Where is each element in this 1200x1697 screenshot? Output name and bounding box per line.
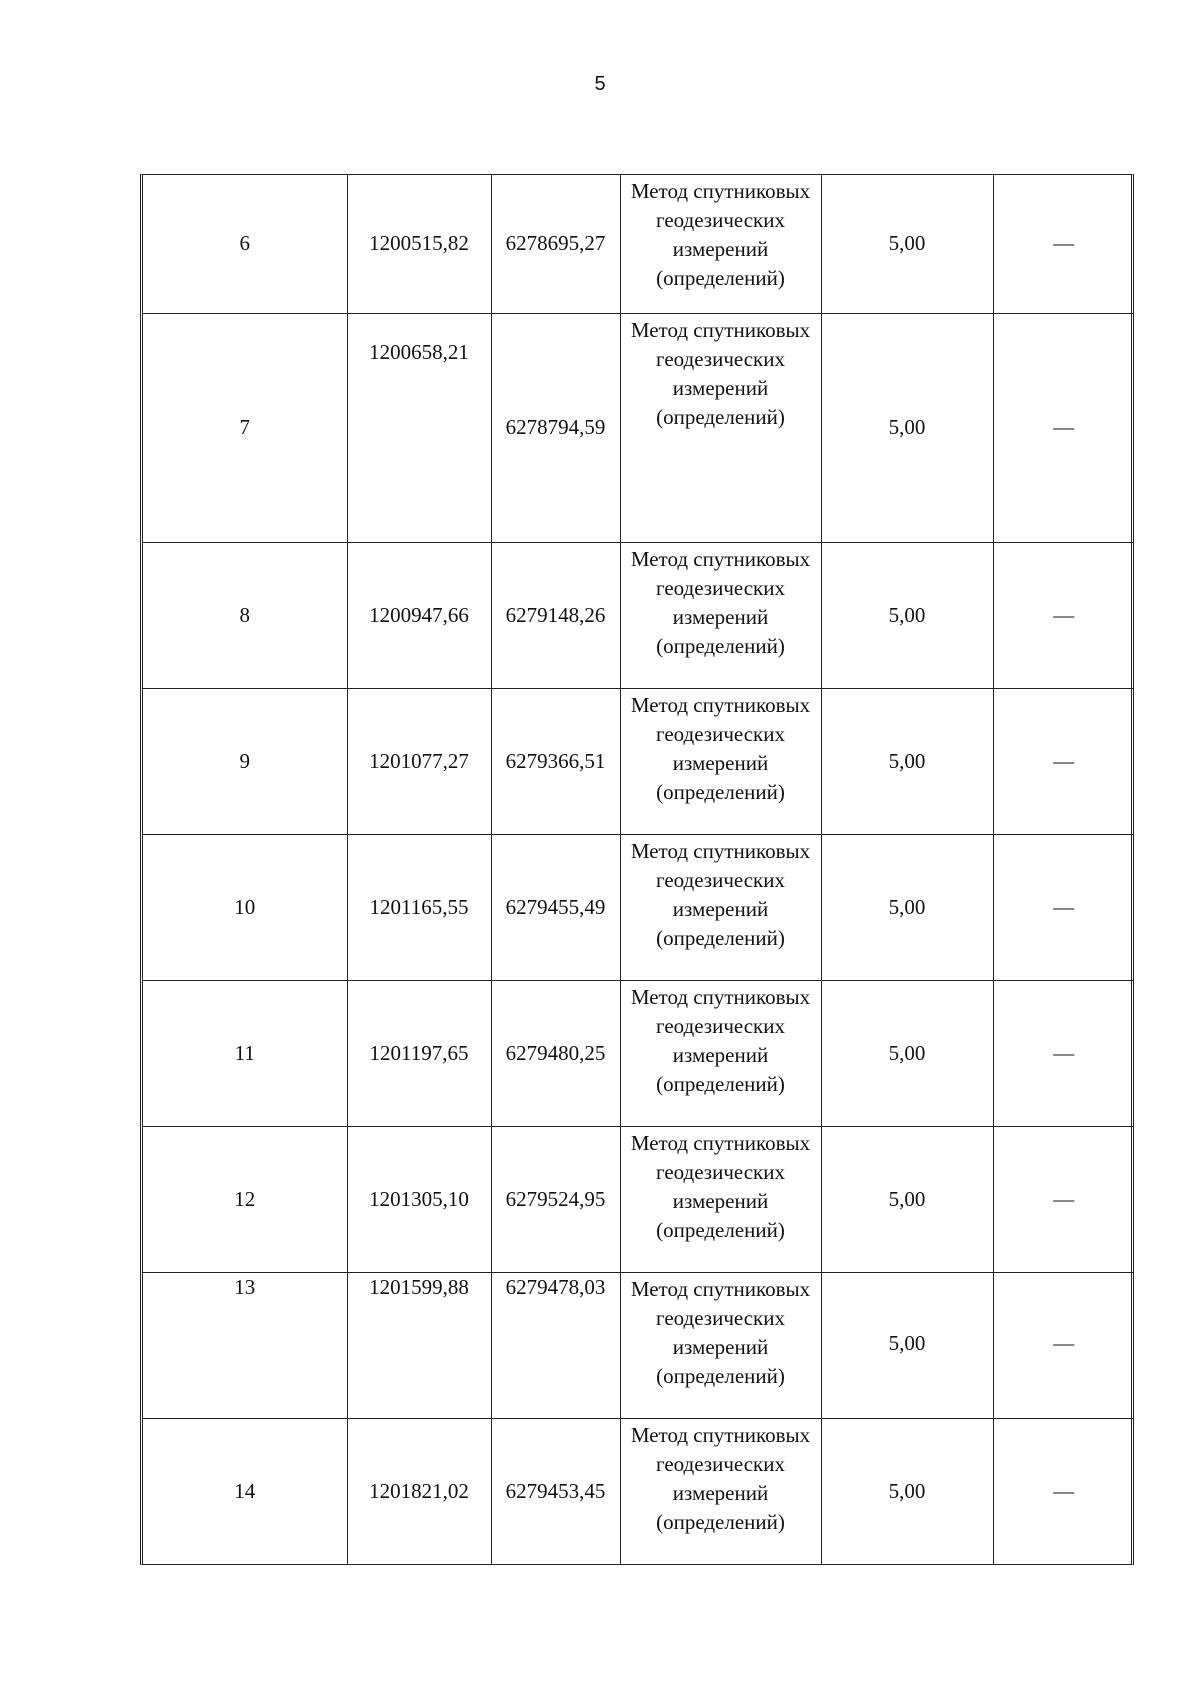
method-text: [625, 689, 817, 807]
x-coordinate-cell-text: 1201165,55: [369, 894, 469, 919]
method-text: [625, 1127, 817, 1245]
method-line: Метод спутниковых: [630, 1276, 811, 1301]
x-coordinate-cell: [347, 1272, 491, 1418]
point-number-cell: [143, 313, 347, 542]
dash-text: —: [1053, 894, 1075, 919]
method-line: геодезических: [655, 575, 785, 600]
accuracy-cell-text: 5,00: [888, 1040, 926, 1065]
x-coordinate-cell: [347, 980, 491, 1126]
x-coordinate-cell: [347, 175, 491, 313]
point-number-cell: [143, 542, 347, 688]
x-coordinate-cell: [347, 1126, 491, 1272]
accuracy-cell: [821, 688, 993, 834]
method-line: измерений: [672, 604, 769, 629]
method-text: [625, 1419, 817, 1537]
table-row: [143, 1272, 1134, 1418]
point-number-cell: [143, 1272, 347, 1418]
table-row: [143, 1126, 1134, 1272]
method-cell: [620, 1272, 821, 1418]
accuracy-cell-text: 5,00: [888, 415, 926, 439]
x-coordinate-cell: [347, 834, 491, 980]
method-cell: [620, 834, 821, 980]
table-row: [143, 1418, 1134, 1564]
method-text: [625, 835, 817, 953]
note-cell: [993, 1126, 1134, 1272]
method-line: (определений): [656, 1217, 785, 1242]
accuracy-cell-text: 5,00: [888, 1478, 926, 1503]
point-number-cell-text: 6: [239, 231, 250, 256]
method-line: Метод спутниковых: [630, 692, 811, 717]
table-row: [143, 688, 1134, 834]
table-row: [143, 980, 1134, 1126]
point-number-cell: [143, 1418, 347, 1564]
accuracy-cell-text: 5,00: [888, 602, 926, 627]
accuracy-cell-text: 5,00: [888, 1330, 926, 1355]
y-coordinate-cell-text: 6279366,51: [505, 748, 606, 773]
method-cell: [620, 688, 821, 834]
dash-text: —: [1053, 602, 1075, 627]
method-line: (определений): [656, 1071, 785, 1096]
note-cell: [993, 980, 1134, 1126]
note-cell: [993, 1418, 1134, 1564]
x-coordinate-cell-text: 1201077,27: [369, 748, 469, 773]
x-coordinate-cell-text: 1201305,10: [369, 1186, 469, 1211]
point-number-cell: [143, 688, 347, 834]
table-row: [143, 313, 1134, 542]
x-coordinate-cell: [347, 688, 491, 834]
point-number-cell-text: 13: [234, 1274, 256, 1299]
accuracy-cell: [821, 1272, 993, 1418]
point-number-cell: [143, 834, 347, 980]
method-text: [625, 543, 817, 661]
y-coordinate-cell: [491, 313, 620, 542]
method-cell: [620, 175, 821, 313]
y-coordinate-cell: [491, 1418, 620, 1564]
point-number-cell-text: 11: [234, 1040, 255, 1065]
method-text: [625, 314, 817, 432]
method-cell: [620, 1418, 821, 1564]
note-cell: [993, 313, 1134, 542]
dash-text: —: [1053, 1330, 1075, 1355]
y-coordinate-cell-text: 6279480,25: [505, 1040, 606, 1065]
y-coordinate-cell: [491, 834, 620, 980]
note-cell: [993, 834, 1134, 980]
y-coordinate-cell-text: 6279524,95: [505, 1186, 606, 1211]
method-line: геодезических: [655, 1305, 785, 1330]
dash-text: —: [1053, 231, 1075, 256]
method-line: измерений: [672, 896, 769, 921]
x-coordinate-cell-text: 1200658,21: [369, 339, 469, 364]
y-coordinate-cell-text: 6278794,59: [505, 415, 606, 439]
x-coordinate-cell-text: 1201821,02: [369, 1478, 469, 1503]
method-line: (определений): [656, 1509, 785, 1534]
accuracy-cell-text: 5,00: [888, 748, 926, 773]
y-coordinate-cell-text: 6279478,03: [505, 1274, 606, 1299]
y-coordinate-cell: [491, 1272, 620, 1418]
y-coordinate-cell-text: 6279453,45: [505, 1478, 606, 1503]
page-number: 5: [594, 73, 606, 95]
method-line: Метод спутниковых: [630, 1422, 811, 1447]
method-line: измерений: [672, 1480, 769, 1505]
method-line: (определений): [656, 925, 785, 950]
dash-text: —: [1053, 748, 1075, 773]
method-line: геодезических: [655, 208, 785, 232]
accuracy-cell: [821, 542, 993, 688]
note-cell: [993, 688, 1134, 834]
y-coordinate-cell-text: 6279148,26: [505, 602, 606, 627]
method-line: (определений): [656, 633, 785, 658]
method-cell: [620, 1126, 821, 1272]
method-line: геодезических: [655, 1013, 785, 1038]
x-coordinate-cell-text: 1200947,66: [369, 602, 469, 627]
table-row: [143, 834, 1134, 980]
method-line: геодезических: [655, 1451, 785, 1476]
x-coordinate-cell: [347, 313, 491, 542]
method-line: измерений: [672, 375, 769, 400]
accuracy-cell-text: 5,00: [888, 231, 926, 256]
accuracy-cell: [821, 1126, 993, 1272]
x-coordinate-cell-text: 1201599,88: [369, 1274, 469, 1299]
point-number-cell-text: 12: [234, 1186, 256, 1211]
accuracy-cell-text: 5,00: [888, 894, 926, 919]
point-number-cell-text: 10: [234, 894, 256, 919]
point-number-cell-text: 14: [234, 1478, 256, 1503]
table-row: [143, 542, 1134, 688]
point-number-cell: [143, 1126, 347, 1272]
point-number-cell-text: 7: [239, 415, 250, 439]
method-line: (определений): [656, 1363, 785, 1388]
method-cell: [620, 313, 821, 542]
method-line: геодезических: [655, 721, 785, 746]
x-coordinate-cell-text: 1201197,65: [369, 1040, 469, 1065]
y-coordinate-cell: [491, 542, 620, 688]
point-number-cell: [143, 175, 347, 313]
dash-text: —: [1053, 1040, 1075, 1065]
point-number-cell-text: 8: [239, 602, 250, 627]
table-row: [143, 175, 1134, 313]
method-cell: [620, 542, 821, 688]
method-line: Метод спутниковых: [630, 1130, 811, 1155]
point-number-cell-text: 9: [239, 748, 250, 773]
method-line: (определений): [656, 779, 785, 804]
x-coordinate-cell: [347, 542, 491, 688]
method-line: измерений: [672, 237, 769, 261]
method-line: (определений): [656, 404, 785, 429]
method-text: [625, 981, 817, 1099]
method-line: Метод спутниковых: [630, 984, 811, 1009]
note-cell: [993, 175, 1134, 313]
method-line: измерений: [672, 750, 769, 775]
method-line: измерений: [672, 1334, 769, 1359]
x-coordinate-cell: [347, 1418, 491, 1564]
method-line: геодезических: [655, 1159, 785, 1184]
accuracy-cell: [821, 980, 993, 1126]
coordinates-table: [140, 174, 1134, 1565]
method-line: измерений: [672, 1188, 769, 1213]
accuracy-cell: [821, 834, 993, 980]
dash-text: —: [1053, 1186, 1075, 1211]
method-line: геодезических: [655, 867, 785, 892]
y-coordinate-cell: [491, 1126, 620, 1272]
method-line: Метод спутниковых: [630, 838, 811, 863]
accuracy-cell: [821, 1418, 993, 1564]
y-coordinate-cell: [491, 688, 620, 834]
accuracy-cell: [821, 175, 993, 313]
dash-text: —: [1053, 415, 1075, 439]
y-coordinate-cell-text: 6279455,49: [505, 894, 606, 919]
method-line: Метод спутниковых: [630, 546, 811, 571]
x-coordinate-cell-text: 1200515,82: [369, 231, 469, 256]
y-coordinate-cell-text: 6278695,27: [505, 231, 606, 256]
method-line: геодезических: [655, 346, 785, 371]
method-cell: [620, 980, 821, 1126]
note-cell: [993, 542, 1134, 688]
y-coordinate-cell: [491, 980, 620, 1126]
y-coordinate-cell: [491, 175, 620, 313]
method-text: [625, 175, 817, 293]
dash-text: —: [1053, 1478, 1075, 1503]
method-line: Метод спутниковых: [630, 317, 811, 342]
accuracy-cell-text: 5,00: [888, 1186, 926, 1211]
point-number-cell: [143, 980, 347, 1126]
note-cell: [993, 1272, 1134, 1418]
method-line: Метод спутниковых: [630, 179, 811, 203]
method-line: (определений): [656, 266, 785, 290]
method-text: [625, 1273, 817, 1391]
accuracy-cell: [821, 313, 993, 542]
method-line: измерений: [672, 1042, 769, 1067]
